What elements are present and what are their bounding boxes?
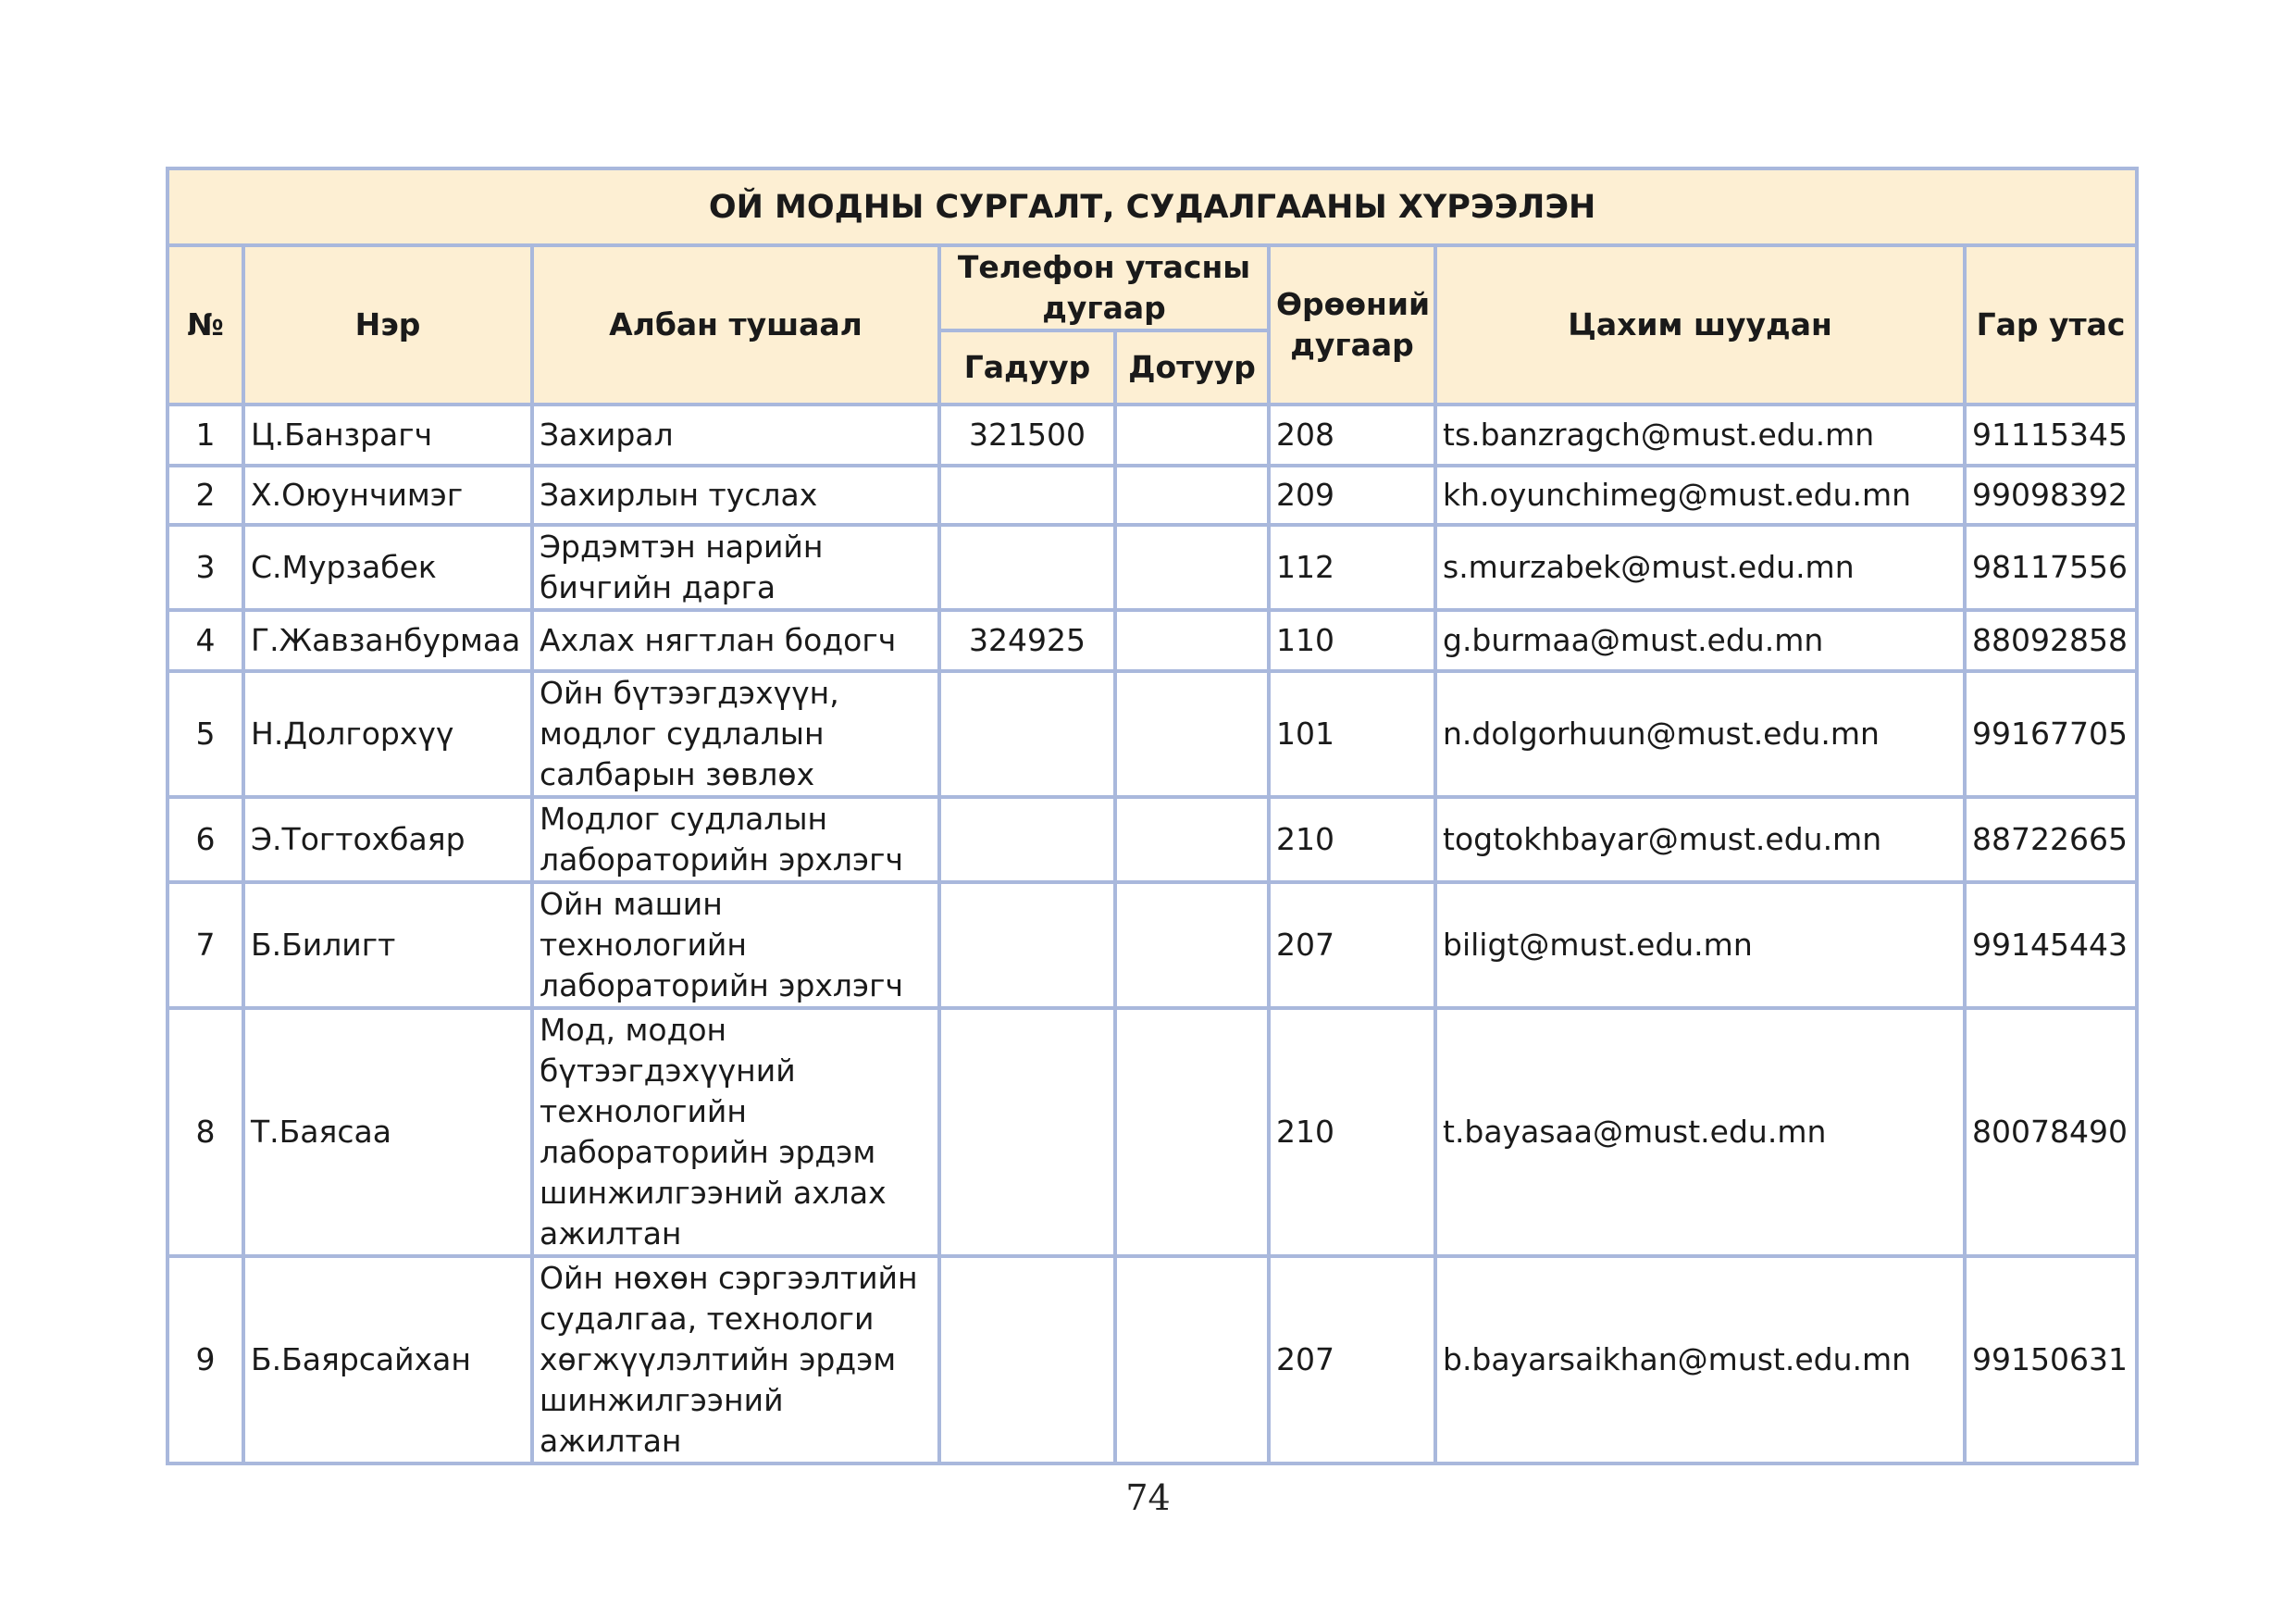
row-external xyxy=(939,1008,1115,1256)
row-position: Мод, модон бүтээгдэхүүний технологийн лабораторийн эрдэм шинжилгээний ахлах ажилтан xyxy=(532,1008,939,1256)
row-mobile: 98117556 xyxy=(1965,525,2137,610)
page-number: 74 xyxy=(1125,1477,1171,1518)
row-position: Ойн машин технологийн лабораторийн эрхлэгч xyxy=(532,882,939,1008)
row-internal xyxy=(1115,1256,1269,1463)
row-position: Модлог судлалын лабораторийн эрхлэгч xyxy=(532,797,939,882)
header-room: Өрөөний дугаар xyxy=(1269,245,1435,405)
row-email: b.bayarsaikhan@must.edu.mn xyxy=(1435,1256,1965,1463)
row-internal xyxy=(1115,466,1269,525)
row-mobile: 99150631 xyxy=(1965,1256,2137,1463)
row-position: Ойн бүтээгдэхүүн, модлог судлалын салбарын зөвлөх xyxy=(532,671,939,797)
row-mobile: 99145443 xyxy=(1965,882,2137,1008)
row-internal xyxy=(1115,405,1269,466)
row-room: 207 xyxy=(1269,1256,1435,1463)
header-name: Нэр xyxy=(243,245,532,405)
row-num: 6 xyxy=(168,797,243,882)
row-num: 5 xyxy=(168,671,243,797)
table-row xyxy=(168,525,2137,610)
row-position: Захирал xyxy=(532,405,939,466)
row-num: 2 xyxy=(168,466,243,525)
row-internal xyxy=(1115,797,1269,882)
row-internal xyxy=(1115,525,1269,610)
row-name: Г.Жавзанбурмаа xyxy=(243,610,532,671)
row-room: 110 xyxy=(1269,610,1435,671)
row-name: Н.Долгорхүү xyxy=(243,671,532,797)
row-num: 7 xyxy=(168,882,243,1008)
header-email: Цахим шуудан xyxy=(1435,245,1965,405)
row-mobile: 88092858 xyxy=(1965,610,2137,671)
row-name: Б.Баярсайхан xyxy=(243,1256,532,1463)
row-email: s.murzabek@must.edu.mn xyxy=(1435,525,1965,610)
staff-directory-table xyxy=(166,167,2139,1465)
table-row xyxy=(168,797,2137,882)
row-external xyxy=(939,671,1115,797)
row-internal xyxy=(1115,610,1269,671)
table-title: ОЙ МОДНЫ СУРГАЛТ, СУДАЛГААНЫ ХҮРЭЭЛЭН xyxy=(168,168,2137,245)
row-mobile: 99098392 xyxy=(1965,466,2137,525)
row-email: g.burmaa@must.edu.mn xyxy=(1435,610,1965,671)
table-row xyxy=(168,405,2137,466)
table-row xyxy=(168,882,2137,1008)
row-mobile: 80078490 xyxy=(1965,1008,2137,1256)
row-email: kh.oyunchimeg@must.edu.mn xyxy=(1435,466,1965,525)
row-email: t.bayasaa@must.edu.mn xyxy=(1435,1008,1965,1256)
row-room: 208 xyxy=(1269,405,1435,466)
row-external xyxy=(939,882,1115,1008)
row-position: Ойн нөхөн сэргээлтийн судалгаа, технологи хөгжүүлэлтийн эрдэм шинжилгээний ажилтан xyxy=(532,1256,939,1463)
row-external xyxy=(939,466,1115,525)
row-room: 101 xyxy=(1269,671,1435,797)
header-phone-group: Телефон утасны дугаар xyxy=(939,245,1269,330)
row-internal xyxy=(1115,671,1269,797)
row-num: 4 xyxy=(168,610,243,671)
row-num: 8 xyxy=(168,1008,243,1256)
row-name: С.Мурзабек xyxy=(243,525,532,610)
row-room: 210 xyxy=(1269,1008,1435,1256)
row-name: Ц.Банзрагч xyxy=(243,405,532,466)
row-external xyxy=(939,797,1115,882)
row-mobile: 88722665 xyxy=(1965,797,2137,882)
row-internal xyxy=(1115,882,1269,1008)
table-row xyxy=(168,671,2137,797)
header-num: № xyxy=(168,245,243,405)
row-mobile: 91115345 xyxy=(1965,405,2137,466)
table-row xyxy=(168,1256,2137,1463)
table-row xyxy=(168,466,2137,525)
row-room: 210 xyxy=(1269,797,1435,882)
row-position: Ахлах нягтлан бодогч xyxy=(532,610,939,671)
row-external xyxy=(939,1256,1115,1463)
row-room: 209 xyxy=(1269,466,1435,525)
header-position: Албан тушаал xyxy=(532,245,939,405)
row-name: Б.Билигт xyxy=(243,882,532,1008)
row-name: Э.Тогтохбаяр xyxy=(243,797,532,882)
row-room: 207 xyxy=(1269,882,1435,1008)
row-external xyxy=(939,525,1115,610)
row-mobile: 99167705 xyxy=(1965,671,2137,797)
header-mobile: Гар утас xyxy=(1965,245,2137,405)
row-email: togtokhbayar@must.edu.mn xyxy=(1435,797,1965,882)
row-email: n.dolgorhuun@must.edu.mn xyxy=(1435,671,1965,797)
table-row xyxy=(168,610,2137,671)
row-name: Т.Баясаа xyxy=(243,1008,532,1256)
header-external: Гадуур xyxy=(939,330,1115,405)
row-name: Х.Оюунчимэг xyxy=(243,466,532,525)
header-internal: Дотуур xyxy=(1115,330,1269,405)
row-room: 112 xyxy=(1269,525,1435,610)
table-row xyxy=(168,1008,2137,1256)
row-num: 9 xyxy=(168,1256,243,1463)
row-num: 1 xyxy=(168,405,243,466)
row-num: 3 xyxy=(168,525,243,610)
row-position: Эрдэмтэн нарийн бичгийн дарга xyxy=(532,525,939,610)
row-email: ts.banzragch@must.edu.mn xyxy=(1435,405,1965,466)
row-email: biligt@must.edu.mn xyxy=(1435,882,1965,1008)
row-internal xyxy=(1115,1008,1269,1256)
row-position: Захирлын туслах xyxy=(532,466,939,525)
row-external: 321500 xyxy=(939,405,1115,466)
row-external: 324925 xyxy=(939,610,1115,671)
